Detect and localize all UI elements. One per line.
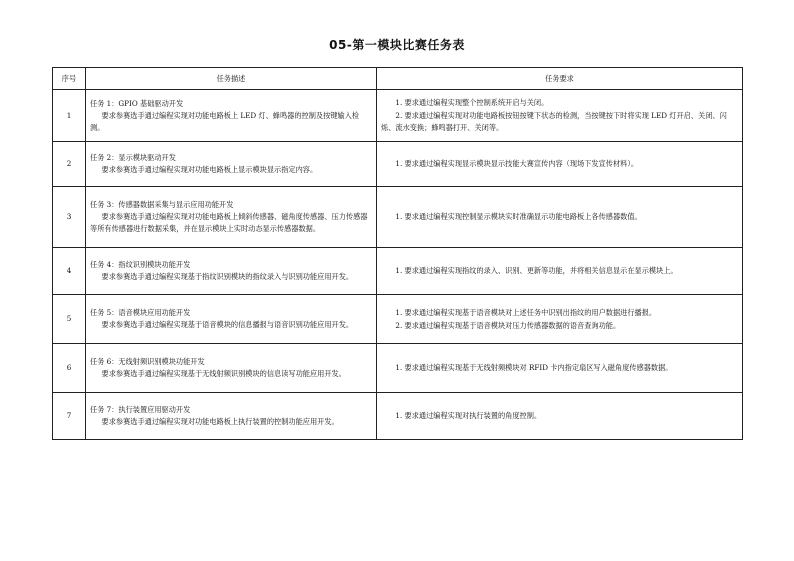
row-number: 1 — [53, 90, 86, 142]
task-title: 任务 6：无线射频识别模块功能开发 — [90, 357, 205, 366]
row-number: 6 — [53, 344, 86, 393]
table-row — [53, 248, 743, 295]
task-body: 要求参赛选手通过编程实现基于无线射频识别模块的信息读写功能应用开发。 — [101, 369, 346, 378]
task-title: 任务 5：语音模块应用功能开发 — [90, 308, 191, 317]
requirement-item: 1. 要求通过编程实现基于语音模块对上述任务中识别出指纹的用户数据进行播报。 — [395, 307, 657, 317]
task-requirements — [377, 90, 743, 142]
requirement-item: 2. 要求通过编程实现基于语音模块对压力传感器数据的语音查询功能。 — [395, 320, 621, 330]
task-requirements — [377, 248, 743, 295]
task-description — [86, 393, 377, 440]
task-body: 要求参赛选手通过编程实现基于指纹识别模块的指纹录入与识别功能应用开发。 — [101, 272, 354, 281]
requirement-item: 1. 要求通过编程实现控制显示模块实时准确显示功能电路板上各传感器数值。 — [395, 212, 642, 221]
page-title: 05-第一模块比赛任务表 — [329, 38, 465, 52]
table-row — [53, 344, 743, 393]
row-number: 2 — [53, 142, 86, 187]
requirement-item: 1. 要求通过编程实现显示模块显示技能大赛宣传内容（现场下发宣传材料）。 — [395, 159, 639, 168]
table-row — [53, 90, 743, 142]
header-no: 序号 — [53, 68, 86, 90]
task-body: 要求参赛选手通过编程实现对功能电路板上显示模块显示指定内容。 — [101, 165, 318, 174]
task-requirements — [377, 295, 743, 344]
task-body: 要求参赛选手通过编程实现对功能电路板上执行装置的控制功能应用开发。 — [101, 417, 339, 426]
task-body: 要求参赛选手通过编程实现对功能电路板上倾斜传感器、磁角度传感器、压力传感器等所有传感器进行数据采集，并在显示模块上实时动态显示传感器数据。 — [90, 212, 368, 233]
row-number: 7 — [53, 393, 86, 440]
table-header-row — [53, 68, 743, 90]
requirement-item: 1. 要求通过编程实现基于无线射频模块对 RFID 卡内指定扇区写入磁角度传感器数据。 — [395, 363, 673, 372]
task-title: 任务 2：显示模块驱动开发 — [90, 153, 176, 162]
row-number: 5 — [53, 295, 86, 344]
task-description — [86, 142, 377, 187]
task-description — [86, 248, 377, 295]
requirement-item: 1. 要求通过编程实现指纹的录入、识别、更新等功能，并将相关信息显示在显示模块上。 — [395, 266, 678, 275]
task-requirements — [377, 393, 743, 440]
table-row — [53, 393, 743, 440]
table-row — [53, 187, 743, 248]
header-desc: 任务描述 — [86, 68, 377, 90]
row-number: 4 — [53, 248, 86, 295]
task-title: 任务 7：执行装置应用驱动开发 — [90, 405, 191, 414]
task-title: 任务 4：指纹识别模块功能开发 — [90, 260, 191, 269]
task-title: 任务 1：GPIO 基础驱动开发 — [90, 98, 184, 108]
table-row — [53, 295, 743, 344]
task-requirements — [377, 187, 743, 248]
task-body: 要求参赛选手通过编程实现基于语音模块的信息播报与语音识别功能应用开发。 — [101, 320, 354, 329]
task-requirements — [377, 344, 743, 393]
requirement-item: 1. 要求通过编程实现对执行装置的角度控制。 — [395, 411, 542, 420]
requirement-item: 1. 要求通过编程实现整个控制系统开启与关闭。 — [395, 98, 549, 107]
task-description — [86, 187, 377, 248]
task-title: 任务 3：传感器数据采集与显示应用功能开发 — [90, 200, 234, 209]
task-description — [86, 344, 377, 393]
requirement-item: 2. 要求通过编程实现对功能电路板按钮按键下状态的检测，当按键按下时将实现 LED 灯开启、关闭、闪烁、流水变换；蜂鸣器打开、关闭等。 — [381, 111, 727, 132]
task-description — [86, 90, 377, 142]
task-description — [86, 295, 377, 344]
task-body: 要求参赛选手通过编程实现对功能电路板上 LED 灯、蜂鸣器的控制及按键输入检测。 — [90, 110, 360, 132]
task-table — [52, 67, 743, 440]
row-number: 3 — [53, 187, 86, 248]
header-req: 任务要求 — [377, 68, 743, 90]
table-row — [53, 142, 743, 187]
task-requirements — [377, 142, 743, 187]
